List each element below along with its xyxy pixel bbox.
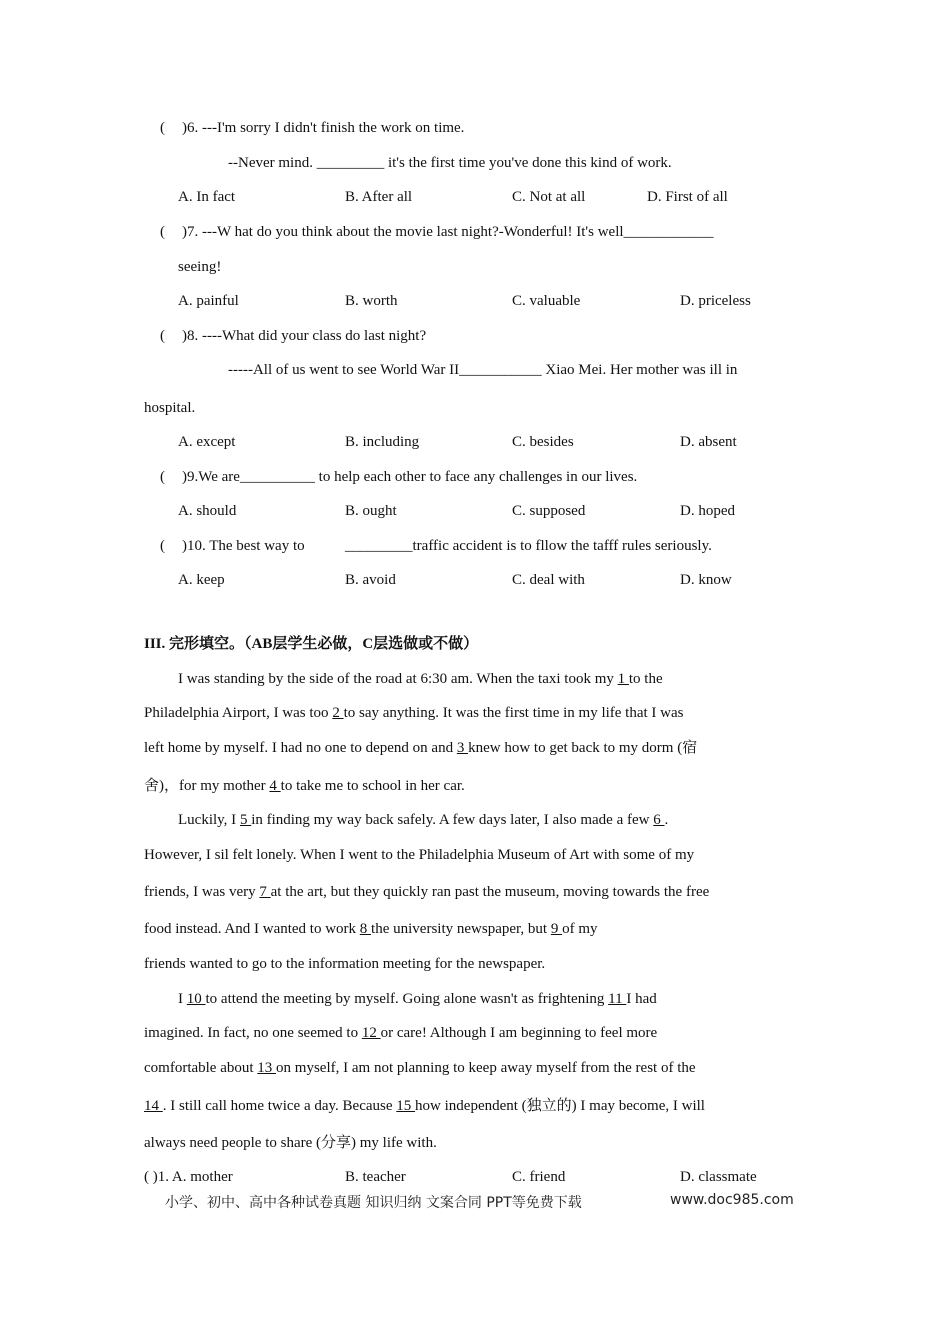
blank-3: 3 — [456, 740, 469, 756]
q8-option-c: C. besides — [512, 434, 574, 450]
footer-text: 小学、初中、高中各种试卷真题 知识归纳 文案合同 PPT等免费下载 — [165, 1195, 582, 1211]
q6-paren: ( — [160, 120, 165, 136]
q6-option-b: B. After all — [345, 189, 413, 205]
blank-5: 5 — [239, 812, 252, 828]
passage-line: imagined. In fact, no one seemed to 12 or care! Although I am beginning to feel more — [144, 1025, 658, 1041]
passage-line: I 10 to attend the meeting by myself. Going alone wasn't as frightening 11 I had — [178, 991, 657, 1007]
blank-8: 8 — [359, 921, 372, 937]
cloze-q1-option-d: D. classmate — [680, 1169, 757, 1185]
passage-line: 14 . I still call home twice a day. Because 15 how independent (独立的) I may become, I will — [144, 1098, 705, 1114]
blank-1: 1 — [617, 671, 629, 687]
q7-option-d: D. priceless — [680, 293, 751, 309]
passage-line: friends, I was very 7 at the art, but they quickly ran past the museum, moving towards the free — [144, 884, 710, 900]
passage-line: comfortable about 13 on myself, I am not planning to keep away myself from the rest of the — [144, 1060, 696, 1076]
q8-stem: )8. ----What did your class do last night? — [182, 328, 427, 344]
cloze-q1-option-c: C. friend — [512, 1169, 566, 1185]
q9-paren: ( — [160, 469, 165, 485]
q6-option-c: C. Not at all — [512, 189, 586, 205]
q6-line2: --Never mind. _________ it's the first time you've done this kind of work. — [228, 155, 672, 171]
blank-13: 13 — [257, 1060, 277, 1076]
blank-11: 11 — [608, 991, 627, 1007]
q8-paren: ( — [160, 328, 165, 344]
q7-paren: ( — [160, 224, 165, 240]
passage-line: Luckily, I 5 in finding my way back safely. A few days later, I also made a few 6 . — [178, 812, 669, 828]
passage-line: food instead. And I wanted to work 8 the university newspaper, but 9 of my — [144, 921, 598, 937]
q7-option-b: B. worth — [345, 293, 398, 309]
q8-option-a: A. except — [178, 434, 236, 450]
section-heading: III. 完形填空。（AB层学生必做，C层选做或不做） — [144, 636, 479, 652]
q10-option-a: A. keep — [178, 572, 225, 588]
q8-option-b: B. including — [345, 434, 420, 450]
blank-10: 10 — [186, 991, 206, 1007]
cloze-q1-option-b: B. teacher — [345, 1169, 406, 1185]
cloze-q1-label: ( )1. A. mother — [144, 1169, 233, 1185]
blank-14: 14 — [144, 1098, 163, 1114]
blank-15: 15 — [396, 1098, 416, 1114]
blank-9: 9 — [550, 921, 563, 937]
q7-option-c: C. valuable — [512, 293, 581, 309]
q10-stem-cont: _________traffic accident is to fllow the tafff rules seriously. — [345, 538, 712, 554]
q7-line2: seeing! — [178, 259, 222, 275]
q8-option-d: D. absent — [680, 434, 737, 450]
passage-line: always need people to share (分享) my life with. — [144, 1135, 437, 1151]
q10-option-d: D. know — [680, 572, 732, 588]
q6-option-a: A. In fact — [178, 189, 236, 205]
q9-option-d: D. hoped — [680, 503, 735, 519]
blank-7: 7 — [259, 884, 271, 900]
blank-12: 12 — [361, 1025, 381, 1041]
q9-option-c: C. supposed — [512, 503, 586, 519]
passage-line: However, I sil felt lonely. When I went to the Philadelphia Museum of Art with some of my — [144, 847, 695, 863]
blank-4: 4 — [269, 778, 281, 794]
q6-option-d: D. First of all — [647, 189, 728, 205]
q10-paren: ( — [160, 538, 165, 554]
q8-line3: hospital. — [144, 400, 196, 416]
q9-option-b: B. ought — [345, 503, 397, 519]
footer-url[interactable]: www.doc985.com — [670, 1192, 794, 1208]
q10-stem: )10. The best way to — [182, 538, 305, 554]
passage-line: friends wanted to go to the information meeting for the newspaper. — [144, 956, 546, 972]
q9-option-a: A. should — [178, 503, 237, 519]
blank-2: 2 — [332, 705, 344, 721]
passage-line: left home by myself. I had no one to depend on and 3 knew how to get back to my dorm (宿 — [144, 740, 698, 756]
q10-option-c: C. deal with — [512, 572, 585, 588]
q9-stem: )9.We are__________ to help each other to face any challenges in our lives. — [182, 469, 638, 485]
q7-stem: )7. ---W hat do you think about the movie last night?-Wonderful! It's well____________ — [182, 224, 714, 240]
q6-stem: )6. ---I'm sorry I didn't finish the work on time. — [182, 120, 465, 136]
q7-option-a: A. painful — [178, 293, 239, 309]
passage-line: Philadelphia Airport, I was too 2 to say anything. It was the first time in my life that I was — [144, 705, 684, 721]
blank-6: 6 — [653, 812, 665, 828]
q8-line2: -----All of us went to see World War II___________ Xiao Mei. Her mother was ill in — [228, 362, 738, 378]
passage-line: I was standing by the side of the road at 6:30 am. When the taxi took my 1 to the — [178, 671, 663, 687]
q10-option-b: B. avoid — [345, 572, 396, 588]
passage-line: 舍)，for my mother 4 to take me to school in her car. — [144, 778, 465, 794]
